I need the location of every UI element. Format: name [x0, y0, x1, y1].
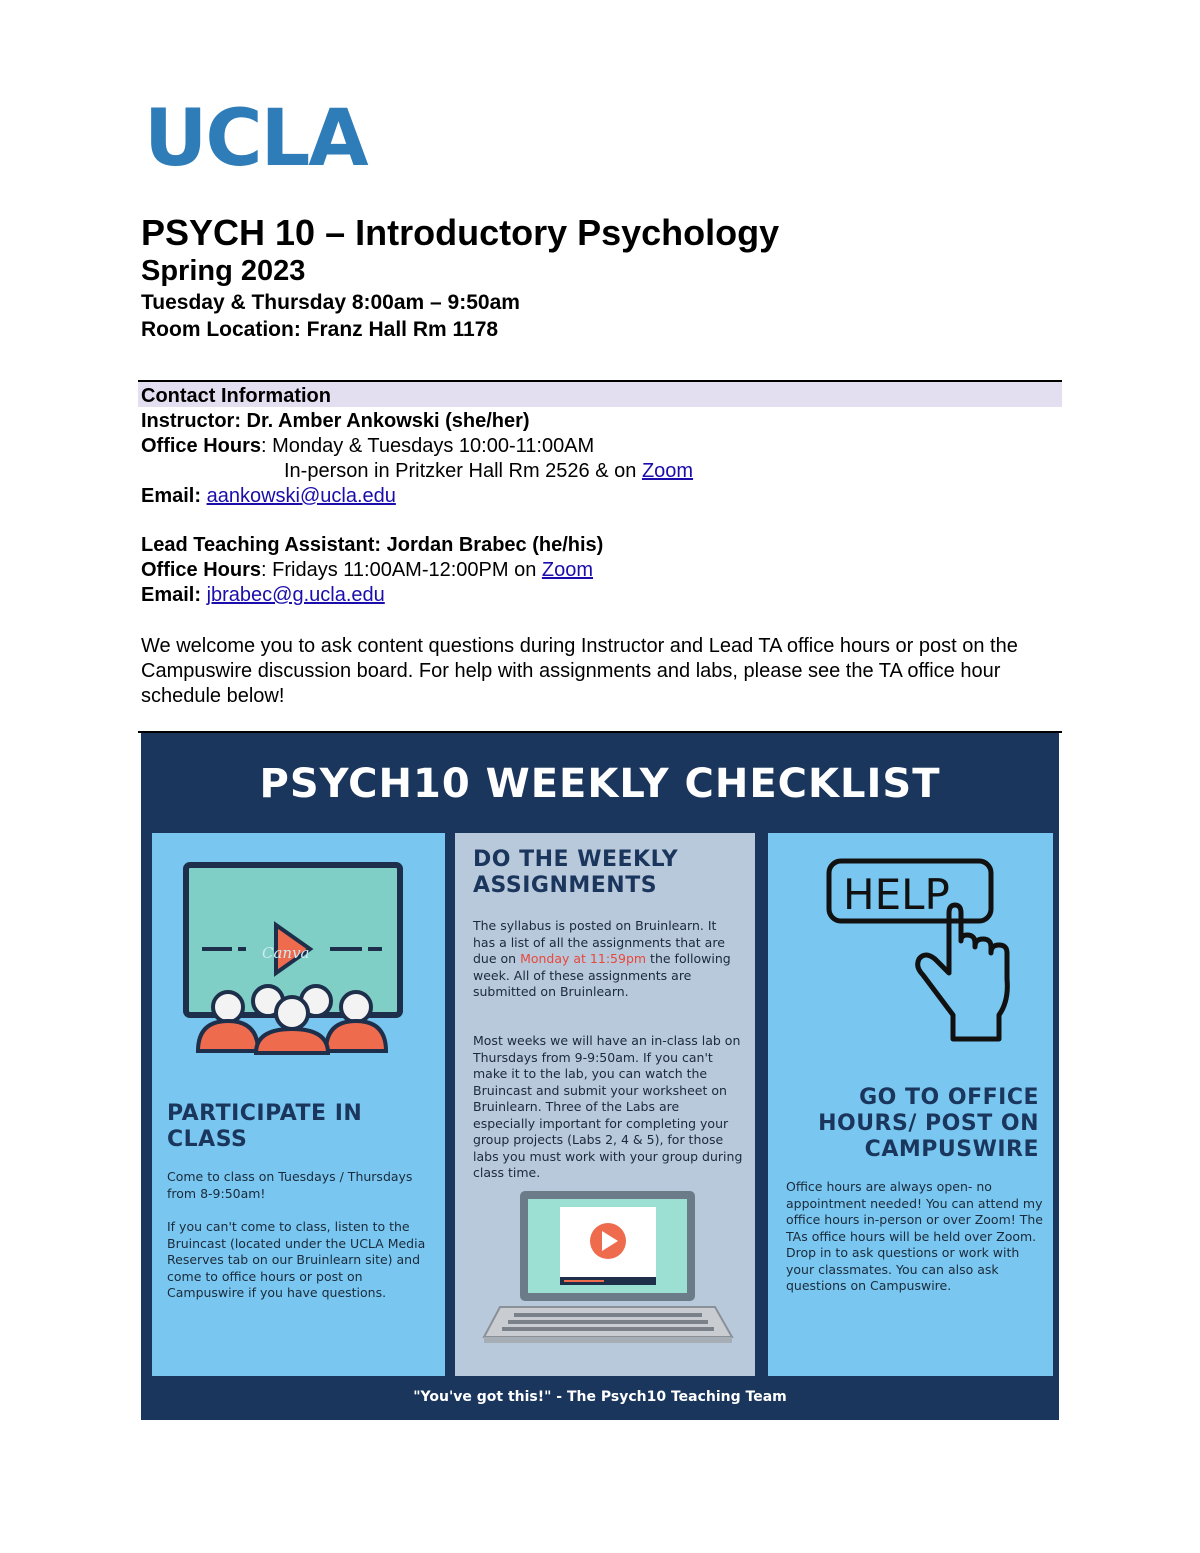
- course-term: Spring 2023: [141, 255, 306, 287]
- laptop-video-icon: [480, 1185, 735, 1355]
- weekly-checklist-poster: [141, 733, 1059, 1420]
- panel2-text-1: The syllabus is posted on Bruinlearn. It has a list of all the assignments that are due on Monday at 11:59pm the following week. All of these assignments are submitted on Bruinlearn.: [473, 918, 731, 999]
- ta-zoom-link[interactable]: Zoom: [541, 559, 594, 581]
- instructor-zoom-link[interactable]: Zoom: [641, 460, 694, 482]
- instructor-email-row: Email: aankowski@ucla.edu: [141, 485, 396, 507]
- panel2-text-2: Most weeks we will have an in-class lab on Thursdays from 9-9:50am. If you can't make it to the lab, you can watch the Bruincast and submit your worksheet on Bruinlearn. Three of the Labs are especially important for completing your group projects (Labs 2, 4 & 5), for those labs you must work with your group during class time.: [473, 1033, 743, 1180]
- ta-name: Lead Teaching Assistant: Jordan Brabec (he/his): [141, 534, 604, 556]
- checklist-title: PSYCH10 WEEKLY CHECKLIST: [259, 761, 941, 807]
- canva-watermark-text: Canva: [262, 944, 310, 962]
- course-schedule: Tuesday & Thursday 8:00am – 9:50am: [141, 291, 520, 314]
- panel1-text-1: Come to class on Tuesdays / Thursdays from 8-9:50am!: [167, 1169, 413, 1201]
- contact-section-heading: Contact Information: [138, 380, 1062, 407]
- panel3-heading: GO TO OFFICE HOURS/ POST ON CAMPUSWIRE: [818, 1085, 1039, 1162]
- instructor-office-location: In-person in Pritzker Hall Rm 2526 & on Zoom: [284, 460, 694, 482]
- instructor-name: Instructor: Dr. Amber Ankowski (she/her): [141, 410, 530, 432]
- panel1-text-2: If you can't come to class, listen to the Bruincast (located under the UCLA Media Reserves tab on our Bruinlearn site) and come to office hours or post on Campuswire if you have questions.: [167, 1219, 426, 1300]
- course-location: Room Location: Franz Hall Rm 1178: [141, 318, 499, 341]
- panel-assignments: [455, 833, 755, 1376]
- welcome-paragraph: We welcome you to ask content questions during Instructor and Lead TA office hours or post on the Campuswire discussion board. For help with assignments and labs, please see the TA office hour schedule below!: [141, 635, 1018, 707]
- ta-office-hours: Office Hours: Fridays 11:00AM-12:00PM on Zoom: [141, 559, 594, 581]
- instructor-email-link[interactable]: aankowski@ucla.edu: [206, 485, 396, 507]
- canva-watermark: [262, 943, 322, 963]
- ta-email-row: Email: jbrabec@g.ucla.edu: [141, 584, 385, 606]
- page-title: PSYCH 10 – Introductory Psychology: [141, 212, 780, 253]
- help-hand-icon: [823, 855, 1013, 1045]
- ta-email-link[interactable]: jbrabec@g.ucla.edu: [206, 584, 385, 606]
- panel-participate: [152, 833, 445, 1376]
- checklist-footer: "You've got this!" - The Psych10 Teaching Team: [413, 1389, 787, 1405]
- panel3-text: Office hours are always open- no appointment needed! You can attend my office hours in-person or over Zoom! The TAs office hours will be held over Zoom. Drop in to ask questions or work with your classmates. You can also ask questions on Campuswire.: [786, 1179, 1043, 1293]
- help-label: HELP: [843, 870, 950, 919]
- instructor-office-hours: Office Hours: Monday & Tuesdays 10:00-11:00AM: [141, 435, 595, 457]
- panel-office-hours: [768, 833, 1053, 1376]
- panel2-heading: DO THE WEEKLY ASSIGNMENTS: [473, 847, 679, 898]
- panel1-heading: PARTICIPATE IN CLASS: [167, 1101, 363, 1152]
- ucla-logo: UCLA: [144, 94, 367, 184]
